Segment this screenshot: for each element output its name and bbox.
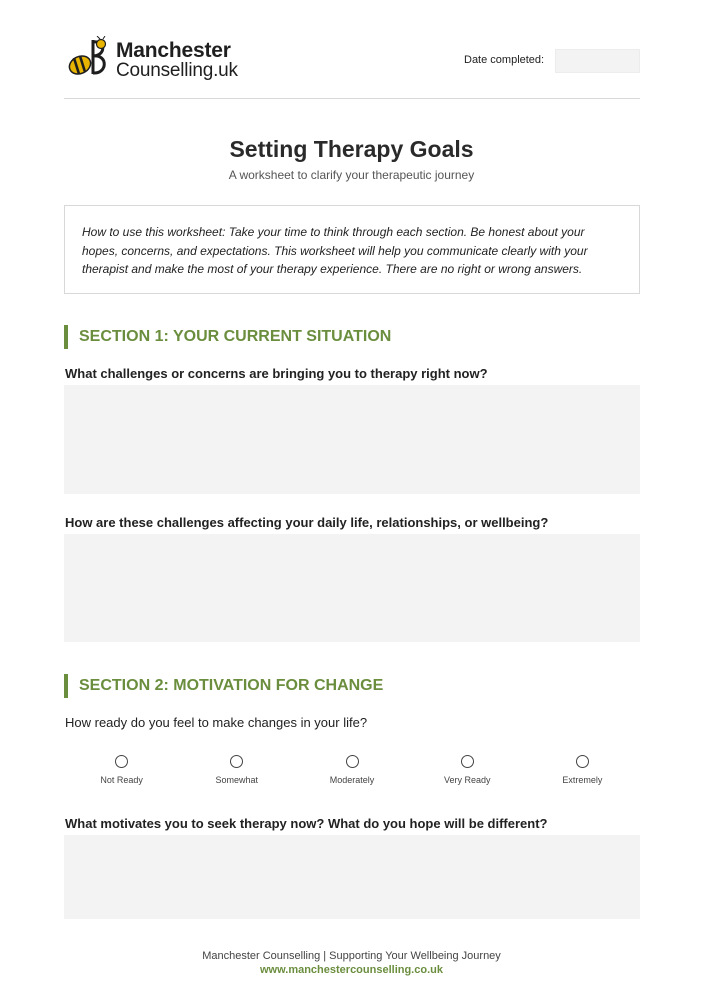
answer-challenges-field[interactable] <box>64 385 640 494</box>
scale-label: Extremely <box>562 775 603 785</box>
scale-label: Somewhat <box>215 775 259 785</box>
radio-button[interactable] <box>576 755 589 768</box>
scale-label: Very Ready <box>443 775 491 785</box>
section-1-heading: SECTION 1: YOUR CURRENT SITUATION <box>64 325 640 349</box>
date-completed-label: Date completed: <box>464 54 545 66</box>
scale-option-very-ready[interactable] <box>410 755 525 789</box>
page-header <box>64 30 640 99</box>
page-subtitle: A worksheet to clarify your therapeutic journey <box>228 168 475 182</box>
scale-option-extremely[interactable] <box>525 755 640 789</box>
question-impact: How are these challenges affecting your daily life, relationships, or wellbeing? <box>65 515 549 530</box>
date-completed-field[interactable] <box>555 49 640 73</box>
question-motivation: What motivates you to seek therapy now? What do you hope will be different? <box>65 816 548 831</box>
footer-tagline: Manchester Counselling | Supporting Your Wellbeing Journey <box>202 950 501 962</box>
bee-icon <box>66 36 112 80</box>
radio-button[interactable] <box>346 755 359 768</box>
readiness-scale <box>64 755 640 789</box>
brand-domain: Counselling.uk <box>116 60 238 81</box>
question-readiness: How ready do you feel to make changes in your life? <box>65 715 368 730</box>
scale-option-moderately[interactable] <box>294 755 409 789</box>
answer-impact-field[interactable] <box>64 534 640 642</box>
section-2-heading: SECTION 2: MOTIVATION FOR CHANGE <box>64 674 640 698</box>
answer-motivation-field[interactable] <box>64 835 640 919</box>
instructions-box: How to use this worksheet: Take your time to think through each section. Be honest about your hopes, concerns, and expectations. This worksheet will help you communicate clearly with your therapist and make the most of your therapy experience. There are no right or wrong answers. <box>64 205 640 294</box>
scale-option-somewhat[interactable] <box>179 755 294 789</box>
radio-button[interactable] <box>461 755 474 768</box>
radio-button[interactable] <box>230 755 243 768</box>
brand-name: Manchester <box>116 39 231 62</box>
scale-label: Moderately <box>329 775 375 785</box>
footer-website-link[interactable]: www.manchestercounselling.co.uk <box>260 964 443 976</box>
radio-button[interactable] <box>115 755 128 768</box>
brand-logo[interactable] <box>66 34 256 82</box>
question-challenges: What challenges or concerns are bringing you to therapy right now? <box>65 366 488 381</box>
scale-label: Not Ready <box>100 775 143 785</box>
page-title: Setting Therapy Goals <box>229 136 474 162</box>
scale-option-not-ready[interactable] <box>64 755 179 789</box>
